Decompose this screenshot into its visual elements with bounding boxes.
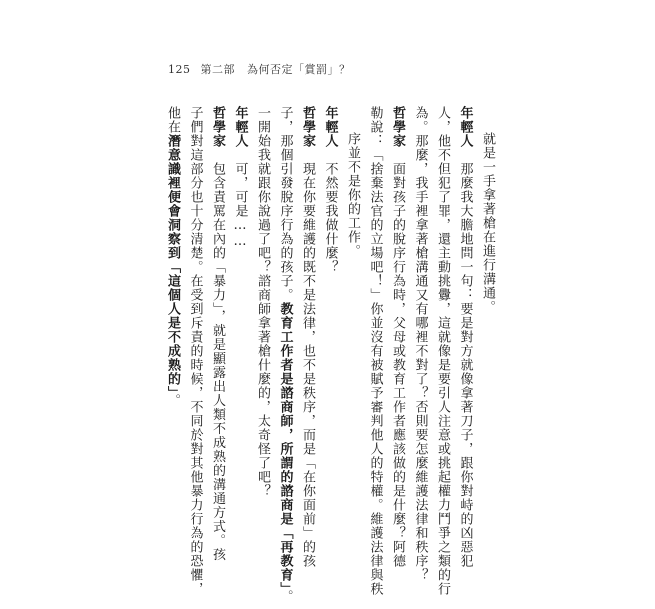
text-column — [277, 106, 293, 604]
text-column — [209, 106, 225, 562]
text-column — [254, 106, 270, 498]
emphasized-text: 教育工作者是諮商師，所謂的諮商是「再教育」 — [277, 302, 293, 590]
speaker-label: 年輕人 — [322, 106, 338, 148]
speaker-label: 年輕人 — [232, 106, 248, 148]
text-run: 面對孩子的脫序行為時，父母或教育工作者應該做的是什麼？阿德 — [390, 148, 405, 568]
text-run: 包含責罵在內的「暴力」，就是顯露出人類不成熟的溝通方式。孩 — [210, 148, 225, 562]
text-column — [457, 106, 473, 568]
speaker-label: 年輕人 — [457, 106, 473, 148]
text-column — [322, 106, 338, 274]
text-column — [389, 106, 405, 568]
text-column — [367, 106, 383, 596]
speaker-label: 哲學家 — [390, 106, 405, 148]
text-run: 序並不是你的工作。 — [345, 132, 360, 258]
text-run: 。 — [165, 393, 180, 408]
text-run: 現在你要維護的既不是法律，也不是秩序，而是「在你面前」的孩 — [300, 148, 315, 568]
text-run: 不然要我做什麼？ — [322, 148, 338, 274]
text-run: 子，那個引發脫序行為的孩子。 — [277, 106, 293, 302]
emphasized-text: 潛意識裡便會洞察到「這個人是不成熟的」 — [165, 134, 180, 394]
text-column — [434, 106, 450, 596]
speaker-label: 哲學家 — [210, 106, 225, 148]
text-column — [187, 106, 203, 596]
text-column — [232, 106, 248, 250]
text-column — [344, 106, 360, 258]
text-column — [479, 106, 495, 314]
page-number: 125 — [168, 63, 191, 76]
text-run: 那麼我大膽地問一句：要是對方就像拿著刀子，跟你對峙的凶惡犯 — [457, 148, 473, 568]
vertical-text-body — [161, 106, 495, 604]
text-run: 他在 — [165, 106, 180, 134]
part-label: 第二部 — [200, 63, 235, 76]
text-column — [299, 106, 315, 568]
text-run: 。 — [277, 589, 293, 604]
text-run: 勒說：「捨棄法官的立場吧！」你並沒有被賦予審判他人的特權。維護法律與秩 — [367, 106, 383, 596]
text-run: 可，可是…… — [232, 148, 248, 250]
speaker-label: 哲學家 — [300, 106, 315, 148]
chapter-title: 為何否定「賞罰」？ — [247, 63, 351, 76]
text-run: 子們對這部分也十分清楚。在受到斥責的時候，不同於對其他暴力行為的恐懼， — [187, 106, 203, 596]
running-header — [168, 61, 351, 77]
text-column — [164, 106, 180, 408]
text-run: 為。那麼，我手裡拿著槍溝通又有哪裡不對了？否則要怎麼維護法律和秩序？ — [412, 106, 428, 582]
text-run: 一開始我就跟你說過了吧？諮商師拿著槍什麼的，太奇怪了吧？ — [255, 106, 270, 498]
text-run: 人，他不但犯了罪，還主動挑釁，這就像是要引人注意或挑起權力鬥爭之類的行 — [435, 106, 450, 596]
text-column — [412, 106, 428, 582]
text-run: 就是一手拿著槍在進行溝通。 — [480, 132, 495, 314]
